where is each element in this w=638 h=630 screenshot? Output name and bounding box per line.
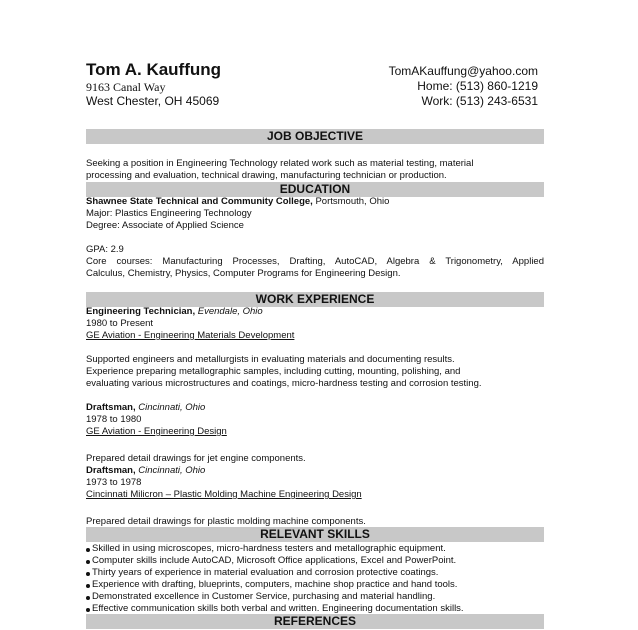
job-3-title: Draftsman, <box>86 465 136 476</box>
skill-item: Computer skills include AutoCAD, Microsoft Office applications, Excel and PowerPoint. <box>86 555 464 567</box>
section-heading-job-objective: JOB OBJECTIVE <box>86 129 544 144</box>
job-1-location: Evendale, Ohio <box>195 306 263 317</box>
job-2-title: Draftsman, <box>86 402 136 413</box>
job-2-description-1: Prepared detail drawings for jet engine components. <box>86 453 306 464</box>
work-phone: Work: (513) 243-6531 <box>421 94 538 108</box>
education-degree: Degree: Associate of Applied Science <box>86 220 244 231</box>
objective-line-1: Seeking a position in Engineering Technology related work such as material testing, material <box>86 158 474 169</box>
job-1-employer: GE Aviation - Engineering Materials Development <box>86 330 295 341</box>
education-school <box>86 196 544 208</box>
education-major: Major: Plastics Engineering Technology <box>86 208 252 219</box>
section-heading-relevant-skills: RELEVANT SKILLS <box>86 527 544 542</box>
section-heading-work-experience: WORK EXPERIENCE <box>86 292 544 307</box>
education-courses-line-2: Calculus, Chemistry, Physics, Computer Programs for Engineering Design. <box>86 268 401 279</box>
job-3-location: Cincinnati, Ohio <box>135 465 206 476</box>
job-2-location: Cincinnati, Ohio <box>135 402 206 413</box>
email-address: TomAKauffung@yahoo.com <box>388 64 538 78</box>
job-1-description-3: evaluating various microstructures and coatings, micro-hardness testing and corrosion testing. <box>86 378 482 389</box>
skill-item: Demonstrated excellence in Customer Service, purchasing and material handling. <box>86 591 464 603</box>
skill-item: Experience with drafting, blueprints, computers, machine shop practice and hand tools. <box>86 579 464 591</box>
section-heading-references: REFERENCES <box>86 614 544 629</box>
skill-item: Thirty years of experience in material evaluation and corrosion protective coatings. <box>86 567 464 579</box>
school-name: Shawnee State Technical and Community College, <box>86 196 313 207</box>
education-courses-line-1: Core courses: Manufacturing Processes, Drafting, AutoCAD, Algebra & Trigonometry, Applied <box>86 256 544 267</box>
job-3-title-row <box>86 465 544 477</box>
school-location: Portsmouth, Ohio <box>312 196 390 207</box>
job-2-employer: GE Aviation - Engineering Design <box>86 426 227 437</box>
applicant-name: Tom A. Kauffung <box>86 60 222 79</box>
job-3-employer: Cincinnati Milicron – Plastic Molding Machine Engineering Design <box>86 489 362 500</box>
address-city: West Chester, OH 45069 <box>86 94 220 108</box>
home-phone: Home: (513) 860-1219 <box>417 79 538 93</box>
job-1-description-2: Experience preparing metallographic samples, including cutting, mounting, polishing, and <box>86 366 461 377</box>
job-1-description-1: Supported engineers and metallurgists in evaluating materials and documenting results. <box>86 354 455 365</box>
objective-line-2: processing and evaluation, technical drawing, manufacturing technician or production. <box>86 170 447 181</box>
skill-item: Effective communication skills both verbal and written. Engineering documentation skills. <box>86 603 464 615</box>
job-3-description-1: Prepared detail drawings for plastic molding machine components. <box>86 516 366 527</box>
skills-list <box>86 543 464 615</box>
address-street: 9163 Canal Way <box>86 80 166 94</box>
education-gpa: GPA: 2.9 <box>86 244 124 255</box>
job-1-dates: 1980 to Present <box>86 318 154 329</box>
section-heading-education: EDUCATION <box>86 182 544 197</box>
job-1-title: Engineering Technician, <box>86 306 196 317</box>
job-2-title-row <box>86 402 544 414</box>
job-2-dates: 1978 to 1980 <box>86 414 142 425</box>
skill-item: Skilled in using microscopes, micro-hardness testers and metallographic equipment. <box>86 543 464 555</box>
job-1-title-row <box>86 306 544 318</box>
job-3-dates: 1973 to 1978 <box>86 477 142 488</box>
